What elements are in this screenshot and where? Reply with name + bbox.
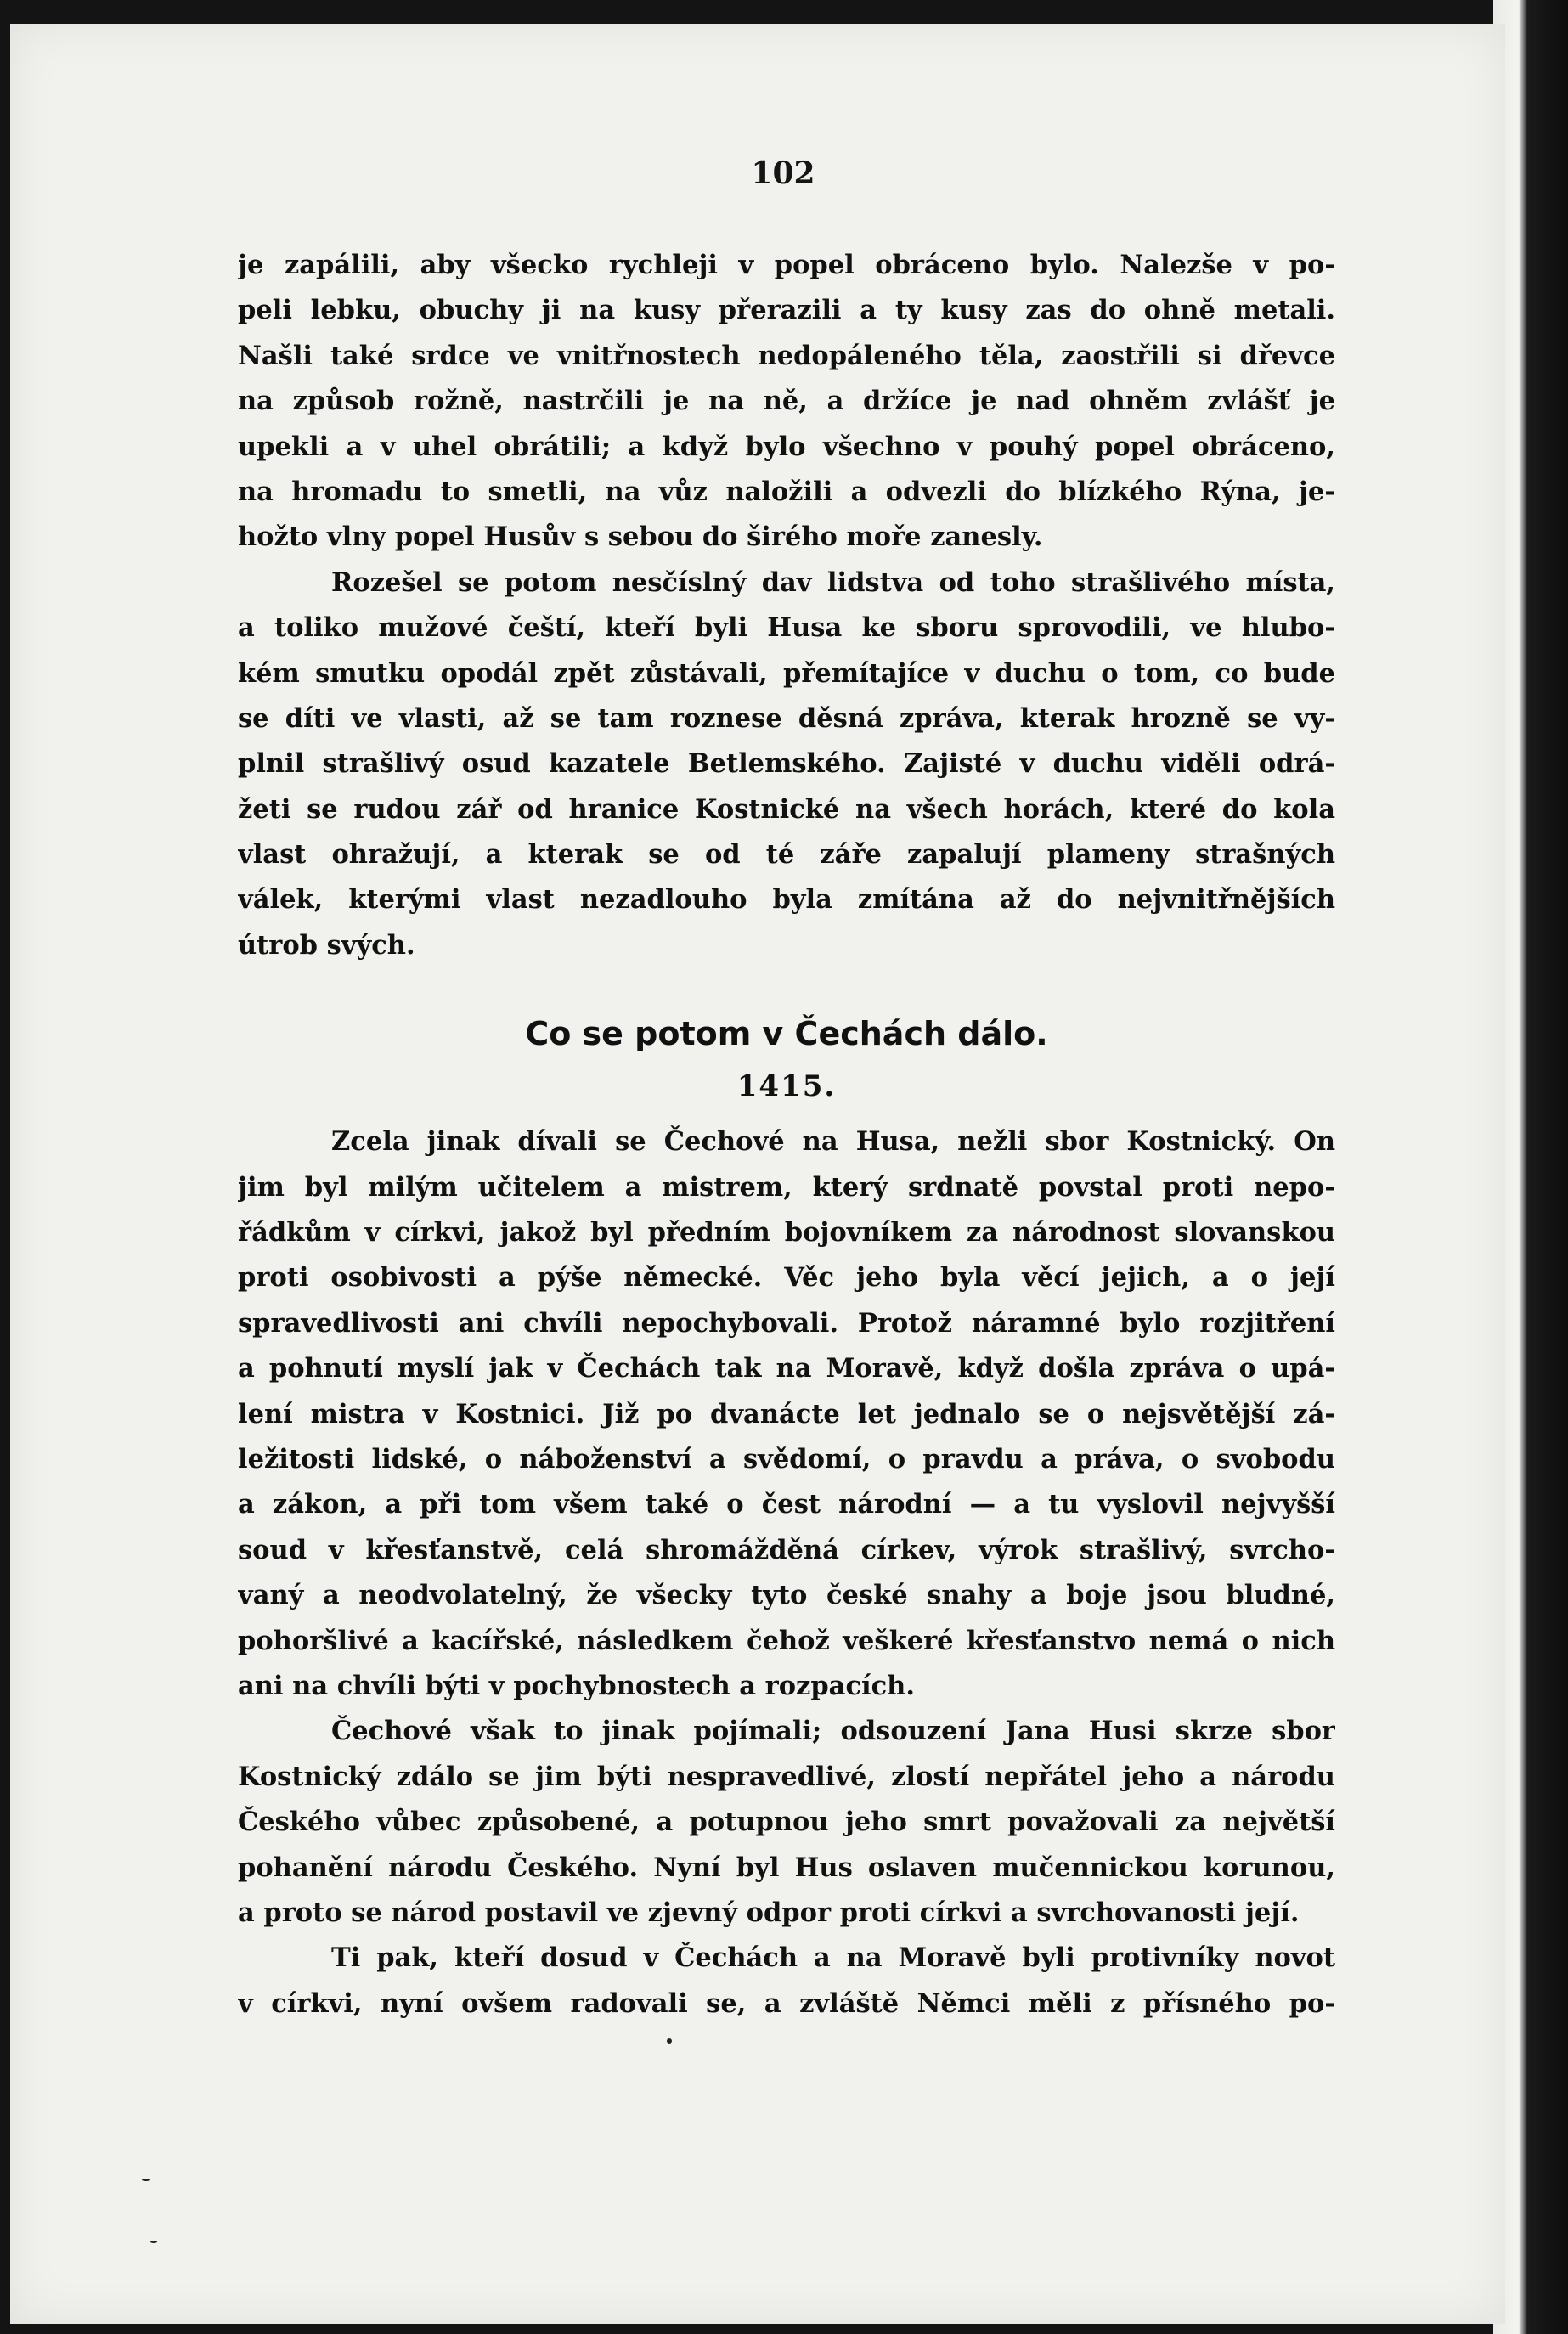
text-line: je zapálili, aby všecko rychleji v popel obráceno bylo. Nalezše v po- [238,250,1335,280]
text-line: Ti pak, kteří dosud v Čechách a na Moravě byli protivníky novot [331,1942,1335,1974]
text-line: žeti se rudou zář od hranice Kostnické na všech horách, které do kola [238,793,1335,825]
text-line: na hromadu to smetli, na vůz naložili a odvezli do blízkého Rýna, je- [238,476,1335,507]
text-line: vaný a neodvolatelný, že všecky tyto české snahy a boje jsou bludné, [238,1580,1335,1611]
paragraph-2 [238,561,1335,969]
paragraph-1 [238,243,1335,561]
text-line: plnil strašlivý osud kazatele Betlemského. Zajisté v duchu viděli odrá- [238,748,1335,780]
text-line: se díti ve vlasti, až se tam roznese děsná zpráva, kterak hrozně se vy- [238,702,1335,734]
section-year: 1415. [736,1069,837,1104]
paragraph-4 [238,1709,1335,1936]
text-line: upekli a v uhel obrátili; a když bylo všechno v pouhý popel obráceno, [238,431,1335,462]
text-line: Kostnický zdálo se jim býti nespravedlivé, zlostí nepřátel jeho a národu [238,1761,1335,1792]
text-line: proti osobivosti a pýše německé. Věc jeho byla věcí jejich, a o její [238,1262,1335,1294]
page-number: 102 [751,155,815,191]
text-line: soud v křesťanstvě, celá shromážděná církev, výrok strašlivý, svrcho- [238,1534,1335,1565]
text-line: a pohnutí myslí jak v Čechách tak na Moravě, když došla zpráva o upá- [238,1353,1335,1384]
text-line: spravedlivosti ani chvíli nepochybovali. Protož náramné bylo rozjitření [238,1307,1335,1339]
section-heading: Co se potom v Čechách dálo. [525,1015,1048,1053]
text-line: Čechové však to jinak pojímali; odsouzení Jana Husi skrze sbor [331,1716,1335,1747]
text-line: ležitosti lidské, o náboženství a svědomí, o pravdu a práva, o svobodu [238,1443,1335,1474]
text-line: peli lebku, obuchy ji na kusy přerazili a ty kusy zas do ohně metali. [238,295,1335,326]
text-line: Českého vůbec způsobené, a potupnou jeho smrt považovali za největší [238,1807,1335,1838]
book-page [10,24,1505,2324]
text-line: válek, kterými vlast nezadlouho byla zmítána až do nejvnitřnějších [238,884,1335,916]
text-line: vlast ohražují, a kterak se od té záře zapalují plameny strašných [238,839,1335,871]
print-speck [150,2241,157,2243]
text-line: kém smutku opodál zpět zůstávali, přemítajíce v duchu o tom, co bude [238,657,1335,689]
text-line: útrob svých. [238,929,415,961]
paragraph-3 [238,1119,1335,1709]
text-line: a proto se národ postavil ve zjevný odpor proti církvi a svrchovanosti její. [238,1897,1300,1928]
page-text [238,243,1335,2027]
text-line: na způsob rožně, nastrčili je na ně, a držíce je nad ohněm zvlášť je [238,386,1335,417]
text-line: pohanění národu Českého. Nyní byl Hus oslaven mučennickou korunou, [238,1852,1335,1883]
text-line: v církvi, nyní ovšem radovali se, a zvláště Němci měli z přísného po- [238,1987,1335,2019]
print-speck [667,2038,672,2044]
text-line: Rozešel se potom nesčíslný dav lidstva od toho strašlivého místa, [331,567,1335,598]
text-line: jim byl milým učitelem a mistrem, který srdnatě povstal proti nepo- [238,1171,1335,1203]
text-line: a zákon, a při tom všem také o čest národní — a tu vyslovil nejvyšší [238,1489,1335,1520]
text-line: Našli také srdce ve vnitřnostech nedopáleného těla, zaostřili si dřevce [238,340,1335,371]
paragraph-5 [238,1936,1335,2027]
text-line: lení mistra v Kostnici. Již po dvanácte let jednalo se o nejsvětější zá- [238,1398,1335,1429]
text-line: hožto vlny popel Husův s sebou do širého moře zanesly. [238,521,1043,553]
text-line: Zcela jinak dívali se Čechové na Husa, nežli sbor Kostnický. On [331,1126,1335,1158]
text-line: ani na chvíli býti v pochybnostech a rozpacích. [238,1670,915,1701]
text-line: řádkům v církvi, jakož byl předním bojovníkem za národnost slovanskou [238,1217,1335,1249]
text-line: a toliko mužové čeští, kteří byli Husa ke sboru sprovodili, ve hlubo- [238,612,1335,644]
text-line: pohoršlivé a kacířské, následkem čehož veškeré křesťanstvo nemá o nich [238,1625,1335,1656]
print-speck [142,2179,150,2181]
